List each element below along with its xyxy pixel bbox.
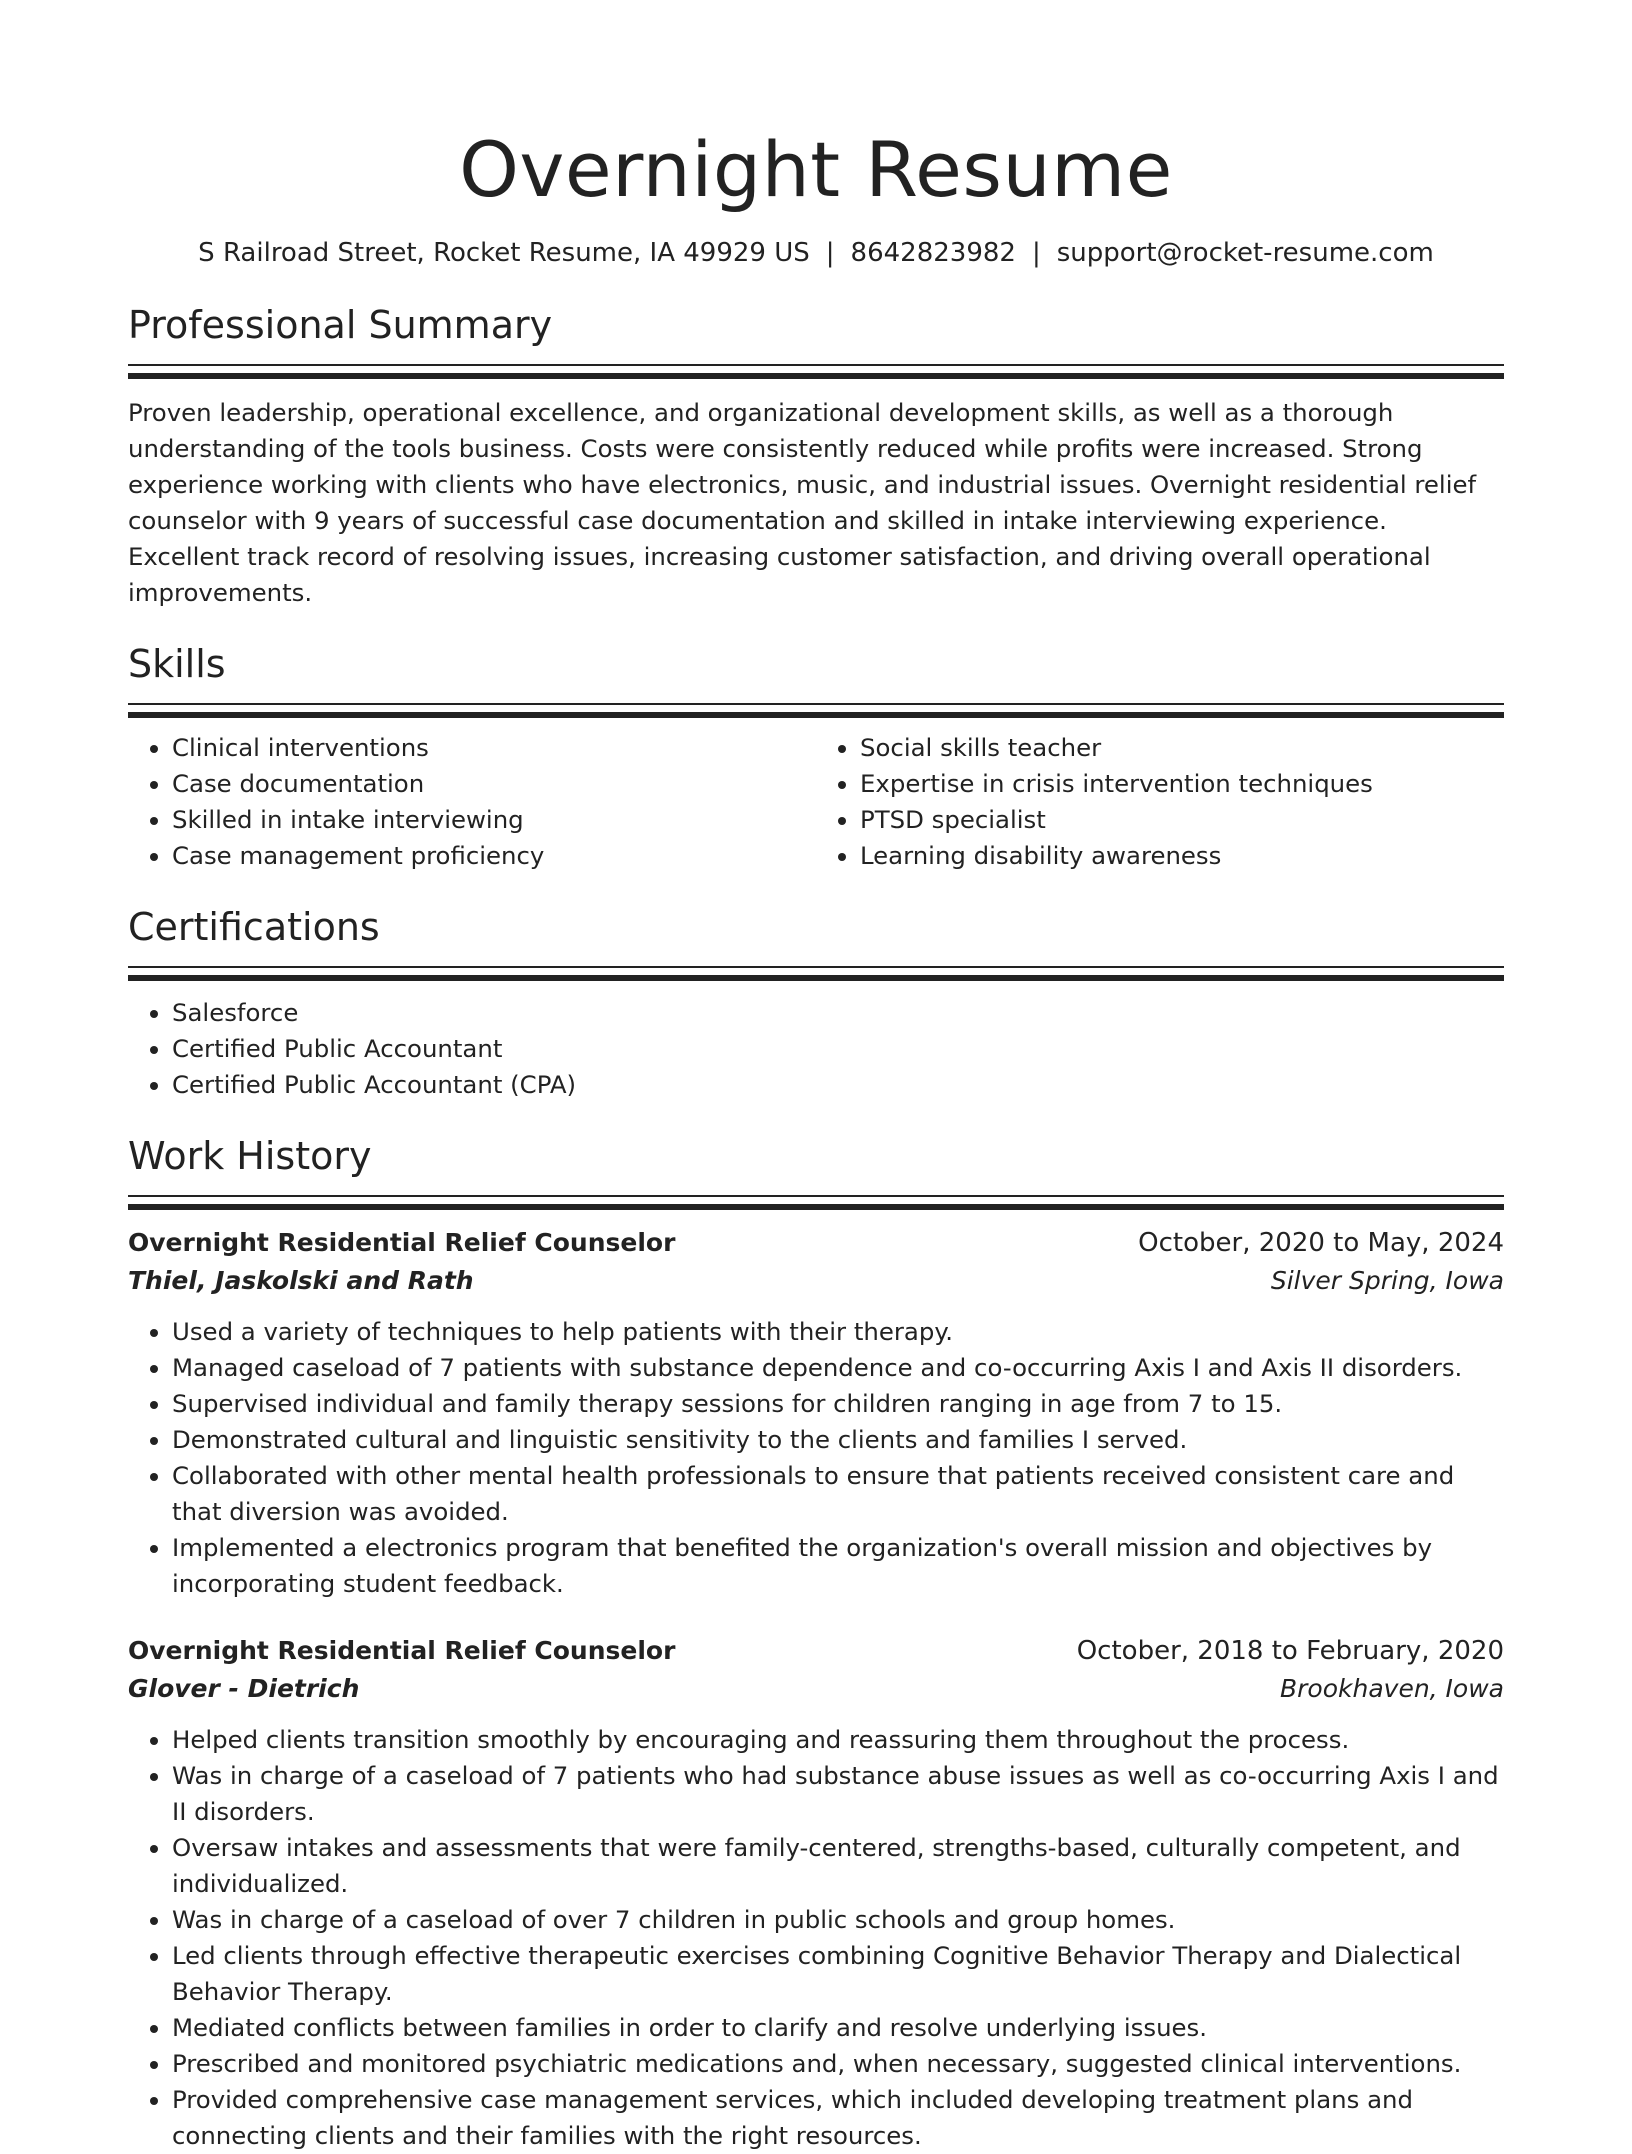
job-bullet: • Used a variety of techniques to help patients with their therapy. bbox=[172, 1314, 1504, 1350]
job-bullet: • Demonstrated cultural and linguistic sensitivity to the clients and families I served. bbox=[172, 1422, 1504, 1458]
job-bullet: • Managed caseload of 7 patients with substance dependence and co-occurring Axis I and Axis II disorders. bbox=[172, 1350, 1504, 1386]
job-company: Thiel, Jaskolski and Rath bbox=[128, 1266, 474, 1295]
job-bullet-list bbox=[128, 1722, 1504, 2154]
job-location: Silver Spring, Iowa bbox=[1270, 1266, 1504, 1295]
skills-section bbox=[128, 639, 1504, 874]
job-header-row bbox=[128, 1224, 1504, 1262]
skill-item: • Case management proficiency bbox=[172, 838, 816, 874]
skill-item: • Skilled in intake interviewing bbox=[172, 802, 816, 838]
contact-separator: | bbox=[1031, 238, 1041, 268]
job-bullet: • Mediated conflicts between families in order to clarify and resolve underlying issues. bbox=[172, 2010, 1504, 2046]
job-bullet: • Provided comprehensive case management services, which included developing treatment plans and connecting clients and their families with the right resources. bbox=[172, 2082, 1504, 2154]
job-entry bbox=[128, 1632, 1504, 2154]
job-bullet: • Oversaw intakes and assessments that were family-centered, strengths-based, culturally competent, and individualized. bbox=[172, 1830, 1504, 1902]
job-title: Overnight Residential Relief Counselor bbox=[128, 1228, 676, 1257]
summary-section bbox=[128, 300, 1504, 611]
skill-item: • Clinical interventions bbox=[172, 730, 816, 766]
skills-columns bbox=[128, 730, 1504, 874]
certifications-section bbox=[128, 902, 1504, 1103]
skill-item: • Social skills teacher bbox=[860, 730, 1504, 766]
job-company-row bbox=[128, 1670, 1504, 1708]
summary-text: Proven leadership, operational excellence, and organizational development skills, as well as a thorough understanding of the tools business. Costs were consistently reduced while profits were increased. Strong experience working with clients who have electronics, music, and industrial issues. Overnight residential relief counselor with 9 years of successful case documentation and skilled in intake interviewing experience. Excellent track record of resolving issues, increasing customer satisfaction, and driving overall operational improvements. bbox=[128, 398, 1477, 607]
contact-email: support@rocket-resume.com bbox=[1056, 238, 1434, 268]
certification-item: • Certified Public Accountant (CPA) bbox=[172, 1067, 1504, 1103]
certifications-list bbox=[128, 995, 1504, 1103]
skill-item: • PTSD specialist bbox=[860, 802, 1504, 838]
skills-list-left bbox=[128, 730, 816, 874]
skill-item: • Case documentation bbox=[172, 766, 816, 802]
job-dates: October, 2020 to May, 2024 bbox=[1138, 1228, 1504, 1258]
resume-name: Overnight Resume bbox=[459, 125, 1173, 214]
job-bullet: • Helped clients transition smoothly by encouraging and reassuring them throughout the process. bbox=[172, 1722, 1504, 1758]
job-bullet: • Prescribed and monitored psychiatric medications and, when necessary, suggested clinical interventions. bbox=[172, 2046, 1504, 2082]
job-entry bbox=[128, 1224, 1504, 1602]
contact-address: S Railroad Street, Rocket Resume, IA 49929 US bbox=[198, 238, 810, 268]
section-title-summary: Professional Summary bbox=[128, 303, 553, 347]
job-header-row bbox=[128, 1632, 1504, 1670]
job-title: Overnight Residential Relief Counselor bbox=[128, 1636, 676, 1665]
job-dates: October, 2018 to February, 2020 bbox=[1076, 1636, 1504, 1666]
job-bullet-list bbox=[128, 1314, 1504, 1602]
skills-list-right bbox=[816, 730, 1504, 874]
job-bullet: • Collaborated with other mental health professionals to ensure that patients received consistent care and that diversion was avoided. bbox=[172, 1458, 1504, 1530]
contact-line bbox=[128, 236, 1504, 270]
job-bullet: • Supervised individual and family therapy sessions for children ranging in age from 7 to 15. bbox=[172, 1386, 1504, 1422]
section-title-work-history: Work History bbox=[128, 1134, 372, 1178]
job-bullet: • Implemented a electronics program that benefited the organization's overall mission and objectives by incorporating student feedback. bbox=[172, 1530, 1504, 1602]
contact-separator: | bbox=[825, 238, 835, 268]
section-divider bbox=[128, 703, 1504, 718]
section-divider bbox=[128, 364, 1504, 379]
job-bullet: • Led clients through effective therapeutic exercises combining Cognitive Behavior Therapy and Dialectical Behavior Therapy. bbox=[172, 1938, 1504, 2010]
certification-item: • Certified Public Accountant bbox=[172, 1031, 1504, 1067]
job-bullet: • Was in charge of a caseload of 7 patients who had substance abuse issues as well as co-occurring Axis I and II disorders. bbox=[172, 1758, 1504, 1830]
section-divider bbox=[128, 966, 1504, 981]
work-history-section bbox=[128, 1131, 1504, 2154]
certification-item: • Salesforce bbox=[172, 995, 1504, 1031]
job-company-row bbox=[128, 1262, 1504, 1300]
contact-phone: 8642823982 bbox=[850, 238, 1016, 268]
job-company: Glover - Dietrich bbox=[128, 1674, 360, 1703]
job-bullet: • Was in charge of a caseload of over 7 children in public schools and group homes. bbox=[172, 1902, 1504, 1938]
section-title-certifications: Certifications bbox=[128, 905, 380, 949]
skill-item: • Expertise in crisis intervention techniques bbox=[860, 766, 1504, 802]
job-location: Brookhaven, Iowa bbox=[1279, 1674, 1504, 1703]
section-title-skills: Skills bbox=[128, 642, 226, 686]
skill-item: • Learning disability awareness bbox=[860, 838, 1504, 874]
section-divider bbox=[128, 1195, 1504, 1210]
